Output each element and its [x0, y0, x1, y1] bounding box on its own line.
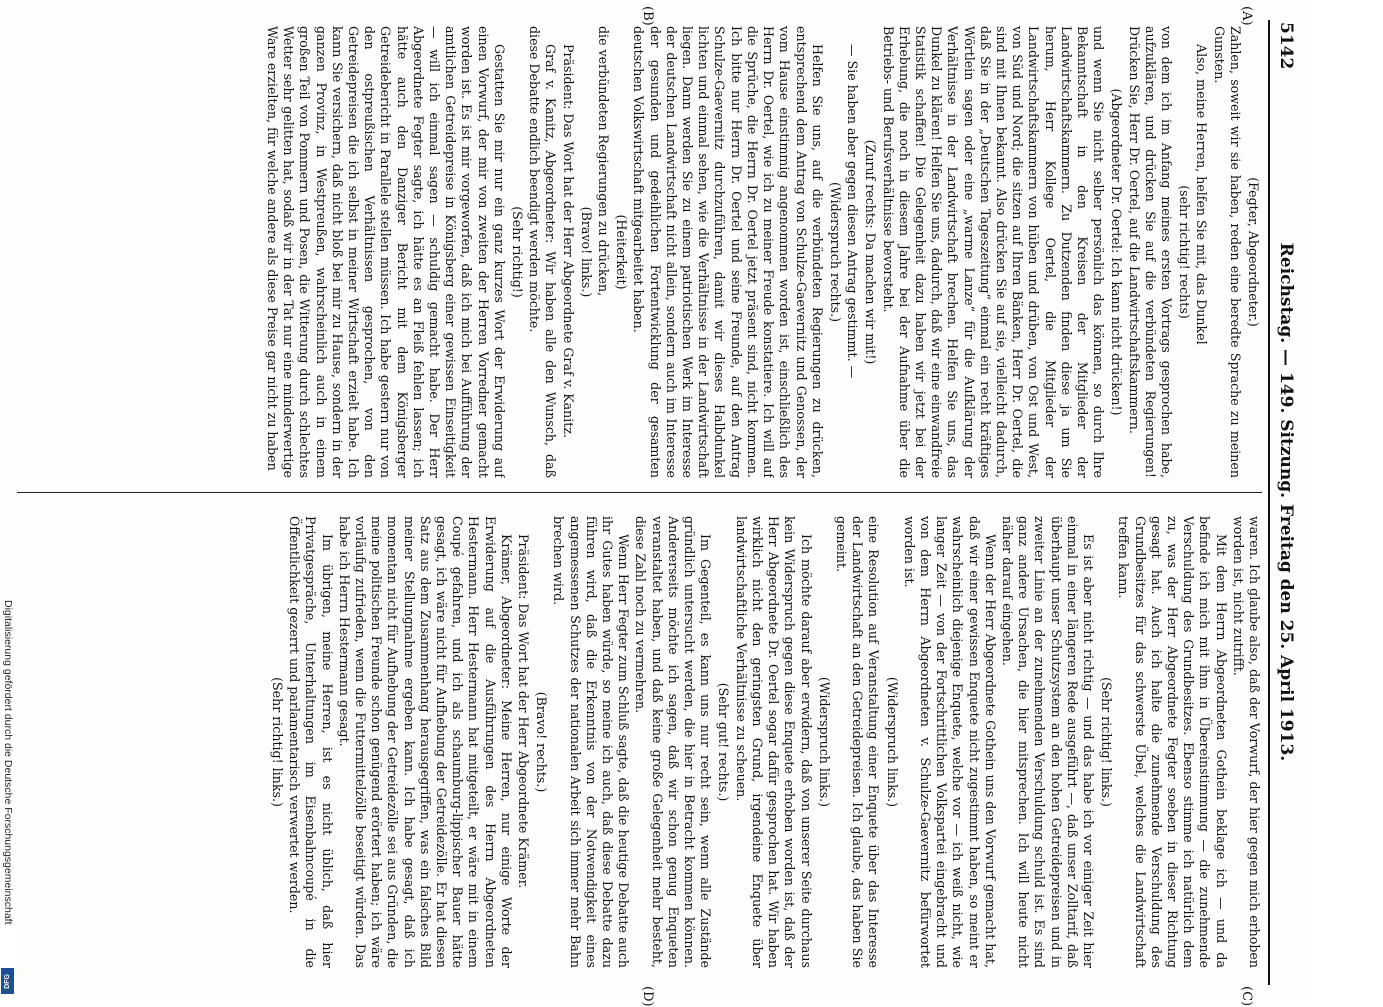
- margin-letter-b: (B): [640, 6, 655, 26]
- right-text-column: [12, 516, 1262, 968]
- digitization-credit-strip: [0, 600, 16, 1000]
- interjection: (Sehr richtig! links.): [270, 677, 286, 807]
- margin-letter-d: (D): [640, 986, 655, 1007]
- running-title: Reichstag. — 149. Sitzung. Freitag den 25. April 1913.: [1276, 242, 1296, 762]
- paragraph: Mit dem Herrn Abgeordneten Gothein beklage ich — und da befinde ich mich mit ihm in Übereinstimmung — die zunehmende Verschuldung des Grundbesitzes. Ebenso stimme ich natürlich dem zu, was der Herr Abgeordnete Fegter soeben in dieser Richtung gesagt hat. Auch ich halte die zunehmende Verschuldung des Grundbesitzes für das schwerste Übel, welches die Landwirtschaft treffen kann.: [1116, 516, 1229, 968]
- interjection: (Fegter, Abgeordneter.): [1246, 177, 1261, 327]
- paragraph: Wenn Herr Fegter zum Schluß sagte, daß die heutige Debatte auch ihr Gutes haben würde, so meine ich auch, daß diese Debatte dazu führen wird, daß die Erkenntnis von der Notwendigkeit eines angemessenen Schutzes der nationalen Arbeit sich immer mehr Bahn brechen wird.: [551, 516, 632, 968]
- paragraph: Präsident: Das Wort hat der Herr Abgeordnete Krämer.: [516, 534, 532, 889]
- interjection: (Sehr richtig! links.): [1099, 677, 1115, 807]
- paragraph: Also, meine Herren, helfen Sie mit, das Dunkel: [1194, 44, 1210, 345]
- interjection: (Bravo! rechts.): [534, 691, 550, 793]
- interjection: (Zuruf rechts: Da machen wir mit!): [863, 139, 879, 365]
- dfg-logo-text: DFG: [4, 973, 11, 989]
- interjection: (Sehr richtig!): [510, 206, 526, 298]
- interjection: (Bravo! links.): [578, 206, 594, 298]
- column-divider: [17, 492, 1262, 493]
- paragraph: — Sie haben aber gegen diesen Antrag gestimmt. —: [845, 44, 861, 379]
- margin-letter-a: (A): [1239, 6, 1254, 26]
- paragraph: Graf v. Kanitz, Abgeordneter: Wir haben alle den Wunsch, daß diese Debatte endlich beendigt werden möchte.: [527, 26, 559, 478]
- interjection: (Heiterkeit): [614, 214, 630, 290]
- paragraph: Ich möchte darauf aber erwidern, daß von unserer Seite durchaus kein Widerspruch gegen diese Enquete erhoben worden ist, daß der Herr Abgeordnete Dr. Oertel sogar dafür gesprochen hat. Wir haben wirklich nicht den geringsten Grund, irgendeine Enquete über landwirtschaftliche Verhältnisse zu scheuen.: [733, 516, 814, 968]
- digitization-credit: Digitalisierung gefördert durch die Deutsche Forschungsgemeinschaft: [2, 600, 14, 925]
- paragraph: waren. Ich glaube also, daß der Vorwurf, der hier gegen mich erhoben worden ist, nicht zutrifft.: [1230, 516, 1262, 968]
- paragraph: Helfen Sie uns, auf die verbündeten Regierungen zu drücken, entsprechend dem Antrag von Schulze-Gaevernitz und Genossen, der vom Hause einstimmig angenommen worden ist, einschließlich des Herrn Dr. Oertel, wie ich zu meiner Freude konstatiere. Ich will auf die Sprüche, die Herrn Dr. Oertel jetzt präsent sind, nicht kommen. Ich bitte nur Herrn Dr. Oertel und seine Freunde, auf den Antrag Schulze-Gaevernitz durchzuführen, damit wir dieses Halbdunkel lichten und einmal sehen, wie die Verhältnisse in der Landwirtschaft liegen. Dann werden Sie zu einem patriotischen Werk im Interesse der deutschen Landwirtschaft nicht allein, sondern auch im Interesse der gesunden und gedeihlichen Fortentwicklung der gesamten deutschen Volkswirtschaft mitgearbeitet haben.: [631, 26, 825, 478]
- paragraph: von dem ich im Anfang meines ersten Vortrags gesprochen habe, aufzuklären, und drücken Sie auf die verbündeten Regierungen! Drücken Sie, Herr Dr. Oertel, auf die Landwirtschaftskammern.: [1126, 26, 1174, 478]
- interjection: (Abgeordneter Dr. Oertel: Ich kann nicht drücken!): [1109, 88, 1125, 416]
- interjection: (Widerspruch rechts.): [827, 181, 843, 323]
- left-text-column: [12, 26, 1262, 478]
- dfg-logo: [1, 968, 14, 994]
- paragraph: Im Gegenteil, es kann uns nur recht sein, wenn alle Zustände gründlich untersucht werden, die hier in Betracht kommen können. Andererseits möchte ich sagen, daß wir schon genug Enqueten veranstaltet haben, und daß keine große Gelegenheit mehr besteht, diese Zahl noch zu vermehren.: [633, 516, 714, 968]
- paragraph: Wenn der Herr Abgeordnete Gothein uns den Vorwurf gemacht hat, daß wir einer gewissen Enquete nicht zugestimmt haben, so meint er wahrscheinlich diejenige Enquete, welche vor — ich weiß nicht, wie langer Zeit — von der Fortschrittlichen Volkspartei eingebracht und von dem Herrn Abgeordneten v. Schulze-Gaevernitz befürwortet worden ist.: [901, 516, 998, 968]
- paragraph: Krämer, Abgeordneter: Meine Herren, nur einige Worte der Erwiderung auf die Ausführungen des Herrn Abgeordneten Hestermann. Herr Hestermann hat mitgeteilt, er wäre mit in einem Coupé gefahren, und ich als schaumburg-lippischer Bauer hätte gesagt, ich wäre nicht für Aufhebung der Getreidezölle. Er hat diesen Satz aus dem Zusammenhang herausgegriffen, was ein falsches Bild meiner Stellungnahme ergeben kann. Ich habe gesagt, daß ich momentan nicht für Aufhebung der Getreidezölle sei aus Gründen, die meine politischen Freunde schon genügend erörtert haben; ich wäre vorläufig zufrieden, wenn die Futtermittelzölle beseitigt würden. Das habe ich Herrn Hestermann gesagt.: [336, 516, 514, 968]
- paragraph: Es ist aber nicht richtig — und das habe ich vor einiger Zeit hier einmal in einer längeren Rede ausgeführt —, daß unser Zolltarif, daß überhaupt unser Schutzsystem an den hohen Getreidepreisen und in zweiter Linie an der zunehmenden Verschuldung schuld ist. Es sind ganz andere Ursachen, die hier mitsprechen. Ich will heute nicht näher darauf eingehen.: [999, 516, 1096, 968]
- paragraph: Gestatten Sie mir nur ein ganz kurzes Wort der Erwiderung auf einen Vorwurf, der mir von zweiten der Herren Vorredner gemacht worden ist. Es ist mir vorgeworfen, daß ich mich bei Aufführung der amtlichen Getreidepreise in Königsberg einer gewissen Einseitigkeit — will ich einmal sagen — schuldig gemacht habe. Der Herr Abgeordnete Fegter sagte, ich hätte es an Fleiß fehlen lassen; ich hätte auch den Danziger Bericht mit dem Königsberger Getreidebericht in Parallele stellen müssen. Ich habe gestern nur von den ostpreußischen Verhältnissen gesprochen, von den Getreidepreisen die ich selbst in meiner Wirtschaft erzielt habe. Ich kann Sie versichern, daß nicht bloß bei mir zu Hause, sondern in der ganzen Provinz, in Westpreußen, wahrscheinlich auch in einem großen Teil von Pommern und Posen, die Witterung durch schlechtes Wetter sehr gelitten hat, sodaß wir in der Tat nur eine minderwertige Ware erzielten, für welche andere als diese Preise gar nicht zu haben: [265, 26, 507, 478]
- interjection: (Widerspruch links.): [884, 676, 900, 808]
- paragraph: Zahlen, soweit wir sie haben, reden eine beredte Sprache zu meinen Gunsten.: [1211, 26, 1243, 478]
- paragraph: Im übrigen, meine Herren, ist es nicht üblich, daß hier Privatgespräche, Unterhaltungen im Eisenbahncoupé in die Öffentlichkeit gezerrt und parlamentarisch verwertet werden.: [287, 516, 335, 968]
- interjection: (Widerspruch links.): [816, 676, 832, 808]
- paragraph: und wenn Sie nicht selber persönlich das können, so durch Ihre Bekanntschaft in den Kreisen der Mitglieder der Landwirtschaftskammern. Zu Dutzenden finden diese ja um Sie herum, Herr Kollege Oertel, die Mitglieder der Landwirtschaftskammern von hüben und drüben, von Ost und West, von Süd und Nord; die sitzen auf Ihren Bänken, Herr Dr. Oertel, die sind mit Ihnen bekannt. Also drücken Sie auf sie, vielleicht dadurch, daß Sie in der „Deutschen Tageszeitung“ einmal ein recht kräftiges Wörtlein sagen oder eine „warme Lanze“ für die Aufklärung der Verhältnisse in der Landwirtschaft brechen. Helfen Sie uns, das Dunkel zu klären! Helfen Sie uns, dadurch, daß wir eine einwandfreie Statistik schaffen! Die Gelegenheit dazu haben wir jetzt bei der Erhebung, die noch in diesem Jahre bei der Aufnahme über die Betriebs- und Berufsverhältnisse bevorsteht.: [880, 26, 1107, 478]
- page-number: 5142: [1276, 22, 1296, 70]
- paragraph: die verbündeten Regierungen zu drücken,: [596, 26, 612, 297]
- page-header: [1268, 22, 1302, 982]
- interjection: (Sehr gut! rechts.): [716, 682, 732, 802]
- margin-letter-c: (C): [1239, 986, 1254, 1007]
- header-rule: [1268, 20, 1270, 985]
- interjection: (sehr richtig! rechts): [1177, 185, 1193, 319]
- paragraph: Präsident: Das Wort hat der Herr Abgeordnete Graf v. Kanitz.: [560, 44, 576, 439]
- paragraph: eine Resolution auf Veranstaltung einer Enquete über das Interesse der Landwirtschaft an den Getreidepreisen. Ich glaube, das haben Sie gemeint.: [833, 516, 882, 968]
